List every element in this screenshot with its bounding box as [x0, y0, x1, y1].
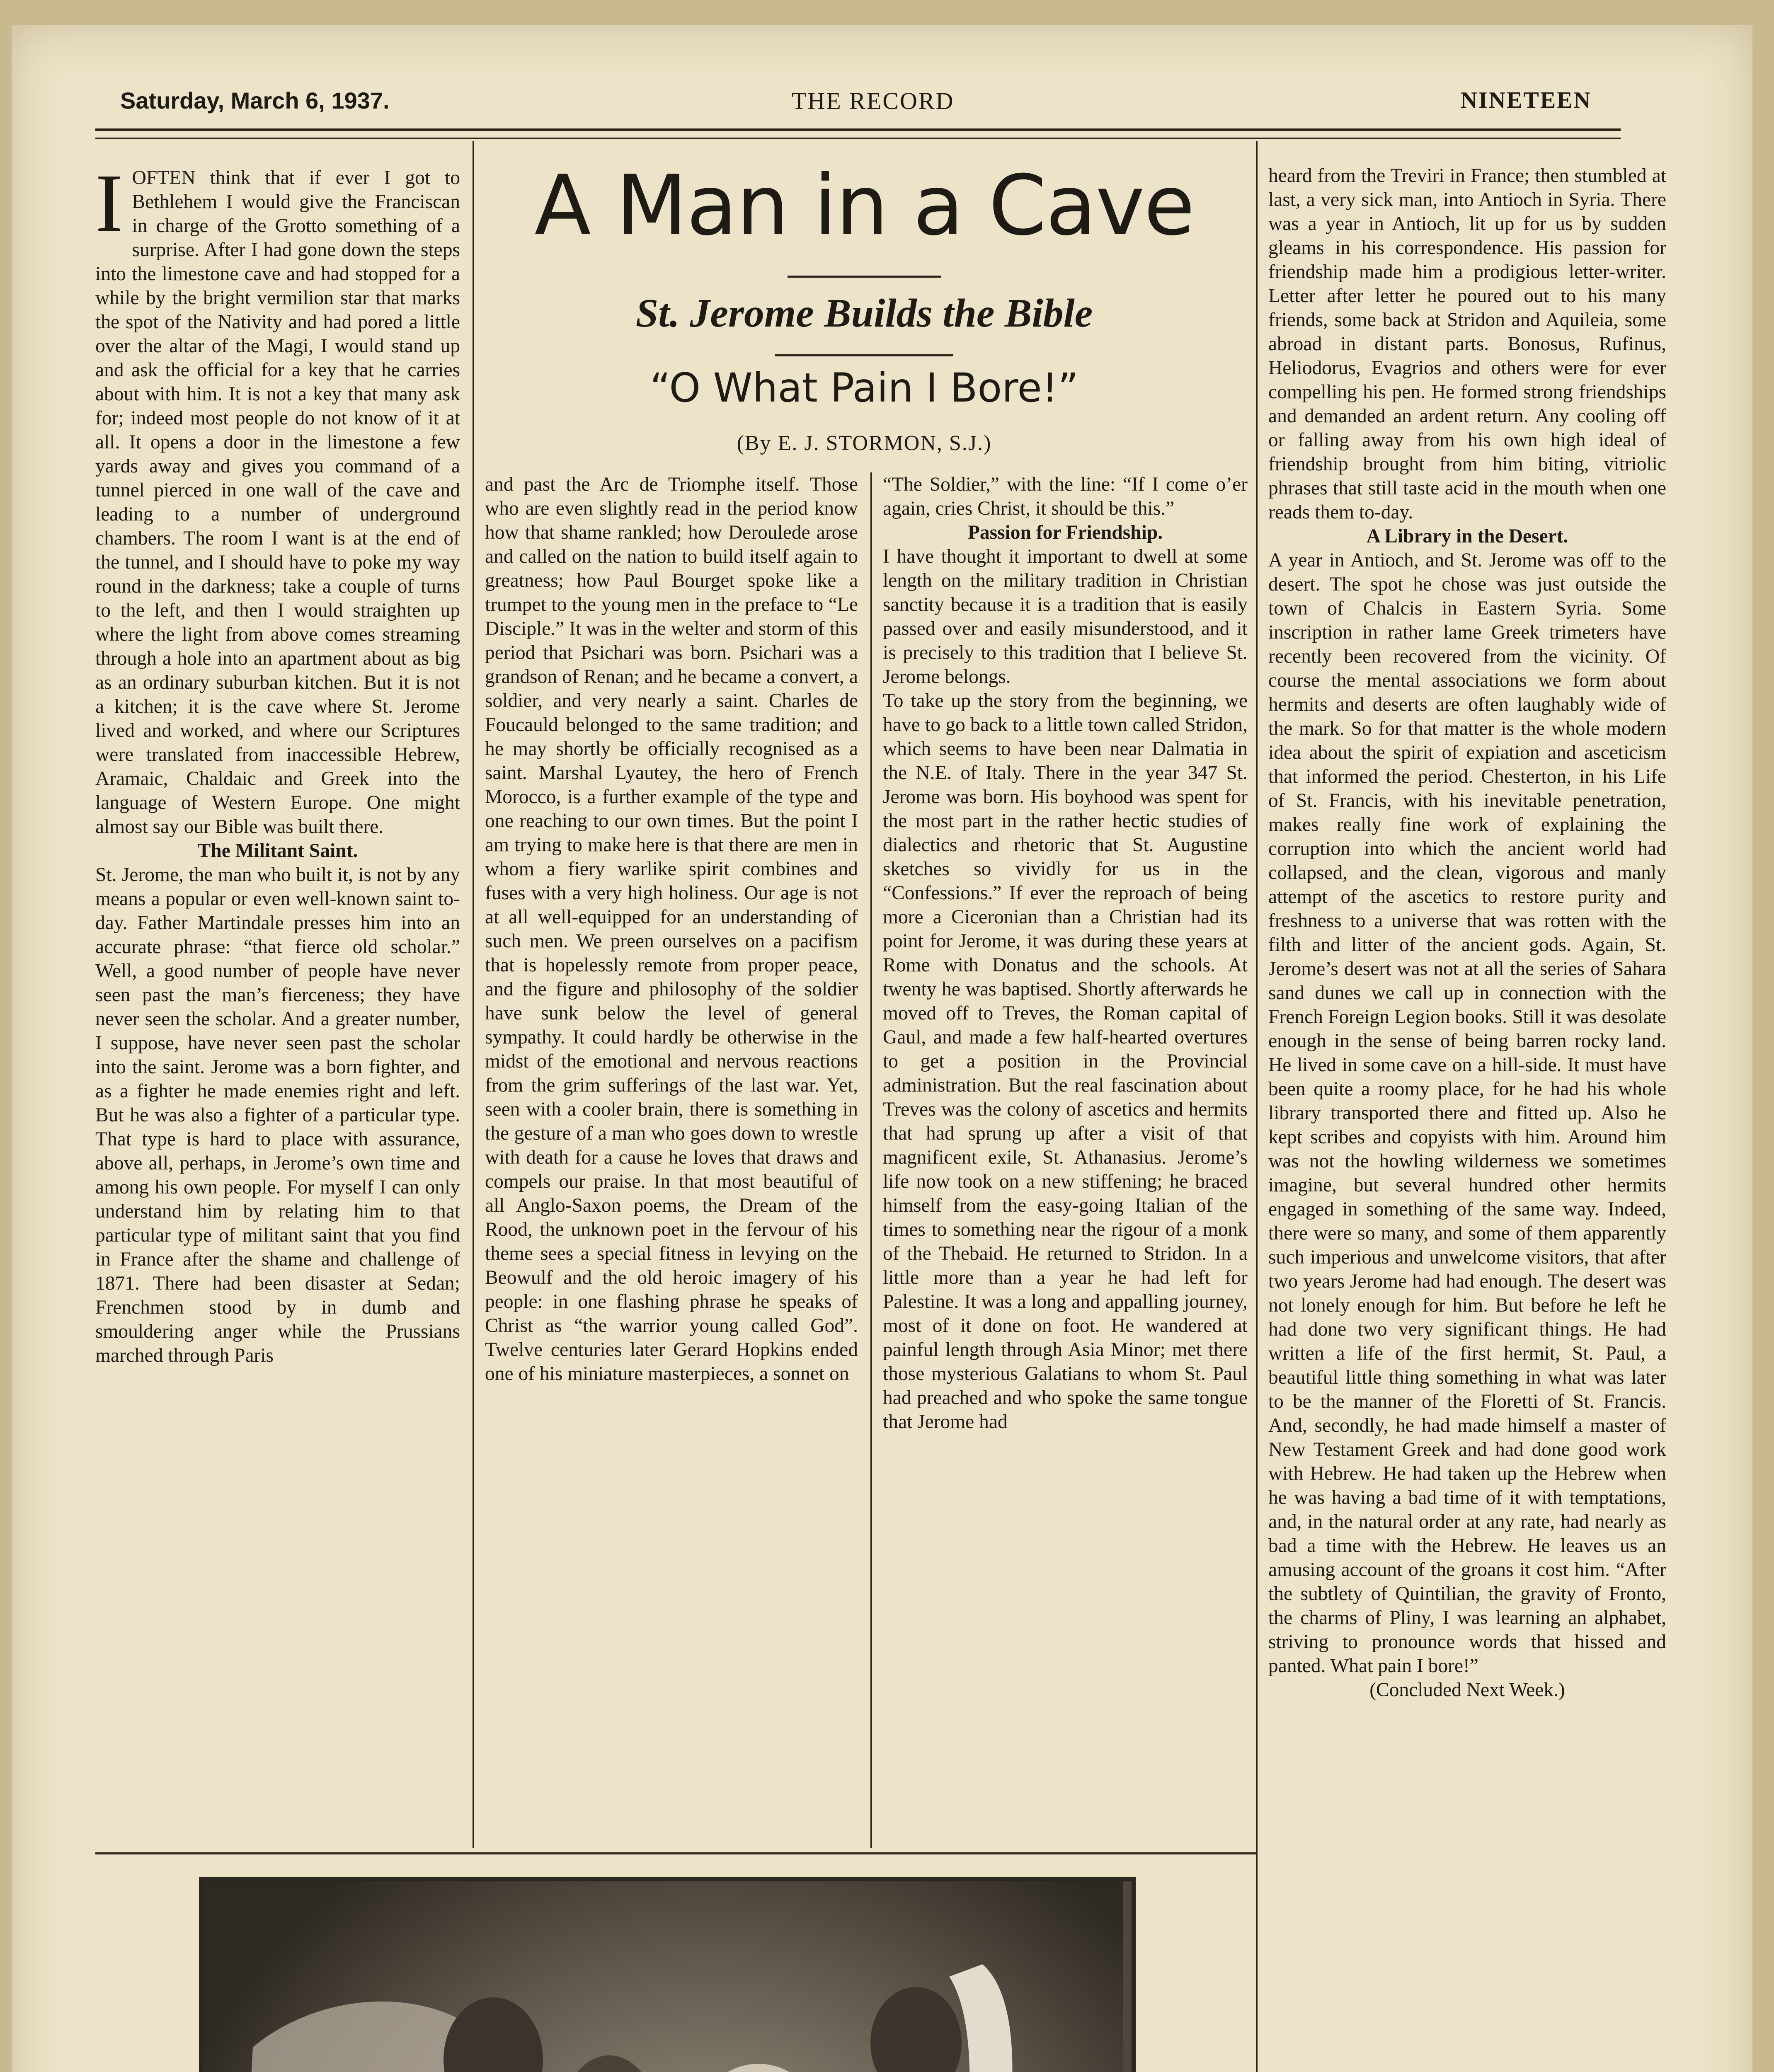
- column-rule: [870, 472, 872, 1848]
- article-subdeck: “O What Pain I Bore!”: [650, 365, 1078, 411]
- paragraph: A year in Antioch, and St. Jerome was off to the desert. The spot he chose was just outside the town of Chalcis in Eastern Syria. Some inscription in rather lame Greek trimeters have recently been recovered from the vicinity. Of course the mental associations we form about hermits and deserts are often laughably wide of the mark. So for that matter is the whole modern idea about the spirit of expiation and asceticism that informed the period. Chesterton, in his Life of St. Francis, with his inevitable penetration, makes really fine work of explaining the corruption into which the ancient world had collapsed, and the clean, vigorous and manly attempt of the ascetics to restore purity and freshness to a universe that was rotten with the filth and litter of the ancient gods. Again, St. Jerome’s desert was not at all the series of Sahara sand dunes we call up in connection with the French Foreign Legion books. Still it was desolate enough in the sense of being barren rocky land. He lived in some cave on a hill-side. It must have been quite a roomy place, for he had his whole library transported there and fitted up. Also he kept scribes and copyists with him. Around him was not the howling wilderness we sometimes imagine, but several hundred other hermits engaged in something of the same way. Indeed, there were so many, and some of them apparently such imperious and unwelcome visitors, that after two years Jerome had had enough. The desert was not lonely enough for him. But before he left he had done two very significant things. He had written a life of the first hermit, St. Paul, a beautiful little thing something in what was later to be the manner of the Floretti of St. Francis. And, secondly, he had made himself a master of New Testament Greek and had done good work with Hebrew. He had taken up the Hebrew when he was having a bad time of it with temptations, and, in the natural order at any rate, had nearly as bad a time with the Hebrew. He leaves us an amusing account of the groans it cost him. “After the subtlety of Quintilian, the gravity of Fronto, the charms of Pliny, I was learning an alphabet, striving to pronounce words that hissed and panted. What pain I bore!”: [1268, 549, 1666, 1677]
- masthead-date: Saturday, March 6, 1937.: [120, 87, 390, 114]
- article-headline: A Man in a Cave: [534, 157, 1194, 254]
- column-rule: [473, 141, 474, 1848]
- article-byline: (By E. J. STORMON, S.J.): [737, 431, 992, 455]
- masthead-page-number: NINETEEN: [1460, 87, 1592, 113]
- painting-illustration: [203, 1881, 1123, 2072]
- article-column-4: [1268, 164, 1666, 1702]
- section-rule: [95, 1852, 1256, 1854]
- column-rule: [1256, 141, 1258, 2072]
- paragraph: I have thought it important to dwell at some length on the military tradition in Christian sanctity because it is a tradition that is easily passed over and easily misunderstood, and it is precisely to this tradition that I believe St. Jerome belongs.: [883, 546, 1248, 687]
- subhead-passion-for-friendship: Passion for Friendship.: [967, 522, 1163, 543]
- article-column-3: [883, 472, 1248, 1434]
- paragraph: heard from the Treviri in France; then stumbled at last, a very sick man, into Antioch in Syria. There was a year in Antioch, lit up for us by sudden gleams in his correspondence. His passion for friendship made him a prodigious letter-writer. Letter after letter he poured out to his many friends, some back at Stridon and Aquileia, some abroad in distant parts. Bonosus, Rufinus, Heliodorus, Evagrios and others were for ever compelling his pen. He formed strong friendships and demanded an ardent return. Any cooling off or falling away from his own high ideal of friendship brought from him biting, vitriolic phrases that still taste acid in the mouth when one reads them to-day.: [1268, 165, 1666, 523]
- paragraph: “The Soldier,” with the line: “If I come o’er again, cries Christ, it should be this.”: [883, 474, 1248, 519]
- subhead-library-in-the-desert: A Library in the Desert.: [1366, 525, 1568, 547]
- st-jerome-painting-photo: [199, 1877, 1136, 2072]
- paragraph-text: OFTEN think that if ever I got to Bethlehem I would give the Franciscan in charge of the Grotto something of a surprise. After I had gone down the steps into the limestone cave and had stopped for a while by the bright vermilion star that marks the spot of the Nativity and had pored a little over the altar of the Magi, I would stand up and ask the official for a key that he carries about with him. It is not a key that many ask for; indeed most people do not know of it at all. It opens a door in the limestone a few yards away and gives you command of a tunnel pierced in one wall of the cave and leading to a number of underground chambers. The room I want is at the end of the tunnel, and I should have to poke my way round in the darkness; take a couple of turns to the left, and then I would straighten up where the light from above comes streaming through a hole into an apartment about as big as an ordinary suburban kitchen. But it is not a kitchen; it is the cave where St. Jerome lived and worked, and where our Scriptures were translated from inaccessible Hebrew, Aramaic, Chaldaic and Greek into the language of Western Europe. One might almost say our Bible was built there.: [95, 167, 460, 838]
- paragraph: St. Jerome, the man who built it, is not by any means a popular or even well-known saint to-day. Father Martindale presses him into an accurate phrase: “that fierce old scholar.” Well, a good number of people have never seen past the man’s fierceness; they have never seen the scholar. And a greater number, I suppose, have never seen past the scholar into the saint. Jerome was a born fighter, and as a fighter he made enemies right and left. But he was also a fighter of a particular type. That type is hard to place with assurance, above all, perhaps, in Jerome’s own time and among his own people. For myself I can only understand him by relating him to that particular type of militant saint that you find in France after the shame and challenge of 1871. There had been disaster at Sedan; Frenchmen stood by in dumb and smouldering anger while the Prussians marched through Paris: [95, 864, 460, 1366]
- paragraph: and past the Arc de Triomphe itself. Those who are even slightly read in the period know how that shame rankled; how Deroulede arose and called on the nation to build itself again to greatness; how Paul Bourget spoke like a trumpet to the young men in the preface to “Le Disciple.” It was in the welter and storm of this period that Psichari was born. Psichari was a grandson of Renan; and he became a convert, a soldier, and very nearly a saint. Charles de Foucauld belonged to the same tradition; and he may shortly be officially recognised as a saint. Marshal Lyautey, the hero of French Morocco, is a further example of the type and one reaching to our own times. But the point I am trying to make here is that there are men in whom a fiery warlike spirit combines and fuses with a very high holiness. Our age is not at all well-equipped for an understanding of such men. We preen ourselves on a pacifism that is hopelessly remote from proper peace, and the figure and philosophy of the soldier have sunk below the level of general sympathy. It could hardly be otherwise in the midst of the emotional and nervous reactions from the grim sufferings of the last war. Yet, seen with a cooler brain, there is something in the gesture of a man who goes down to wrestle with death for a cause he loves that draws and compels our praise. In that most beautiful of all Anglo-Saxon poems, the Dream of the Rood, the unknown poet in the fervour of his theme sees a special fitness in levying on the Beowulf and the old heroic imagery of his people: in one flashing phrase he speaks of Christ as “the warrior young called God”. Twelve centuries later Gerard Hopkins ended one of his miniature masterpieces, a sonnet on: [485, 474, 858, 1385]
- drop-cap: I: [95, 157, 123, 249]
- masthead-paper-name: THE RECORD: [792, 87, 955, 114]
- subhead-militant-saint: The Militant Saint.: [197, 840, 358, 862]
- article-deck: St. Jerome Builds the Bible: [635, 291, 1093, 336]
- masthead-rule: [95, 128, 1621, 139]
- article-column-1: [95, 157, 460, 1368]
- deck-rule: [775, 354, 953, 356]
- paragraph: To take up the story from the beginning, we have to go back to a little town called Stridon, which seems to have been near Dalmatia in the N.E. of Italy. There in the year 347 St. Jerome was born. His boyhood was spent for the most part in the rather hectic studies of dialectics and rhetoric that St. Augustine sketches so vividly for us in the “Confessions.” If ever the reproach of being more a Ciceronian than a Christian had its point for Jerome, it was during these years at Rome with Donatus and the schools. At twenty he was baptised. Shortly afterwards he moved off to Treves, the Roman capital of Gaul, and made a few half-hearted overtures to get a position in the Provincial administration. But the real fascination about Treves was the colony of ascetics and hermits that had sprung up after a visit of that magnificent exile, St. Athanasius. Jerome’s life now took on a new stiffening; he braced himself from the easy-going Italian of the times to something near the rigour of a monk of the Thebaid. He returned to Stridon. In a little more than a year he had left for Palestine. It was a long and appalling journey, most of it done on foot. He wandered at painful length through Asia Minor; met there those mysterious Galatians to whom St. Paul had preached and who spoke the same tongue that Jerome had: [883, 690, 1248, 1433]
- article-column-2: [485, 472, 858, 1386]
- concluded-note: (Concluded Next Week.): [1369, 1679, 1565, 1701]
- headline-rule: [788, 276, 941, 278]
- intro-paragraph: [95, 157, 460, 839]
- masthead: [104, 79, 1608, 124]
